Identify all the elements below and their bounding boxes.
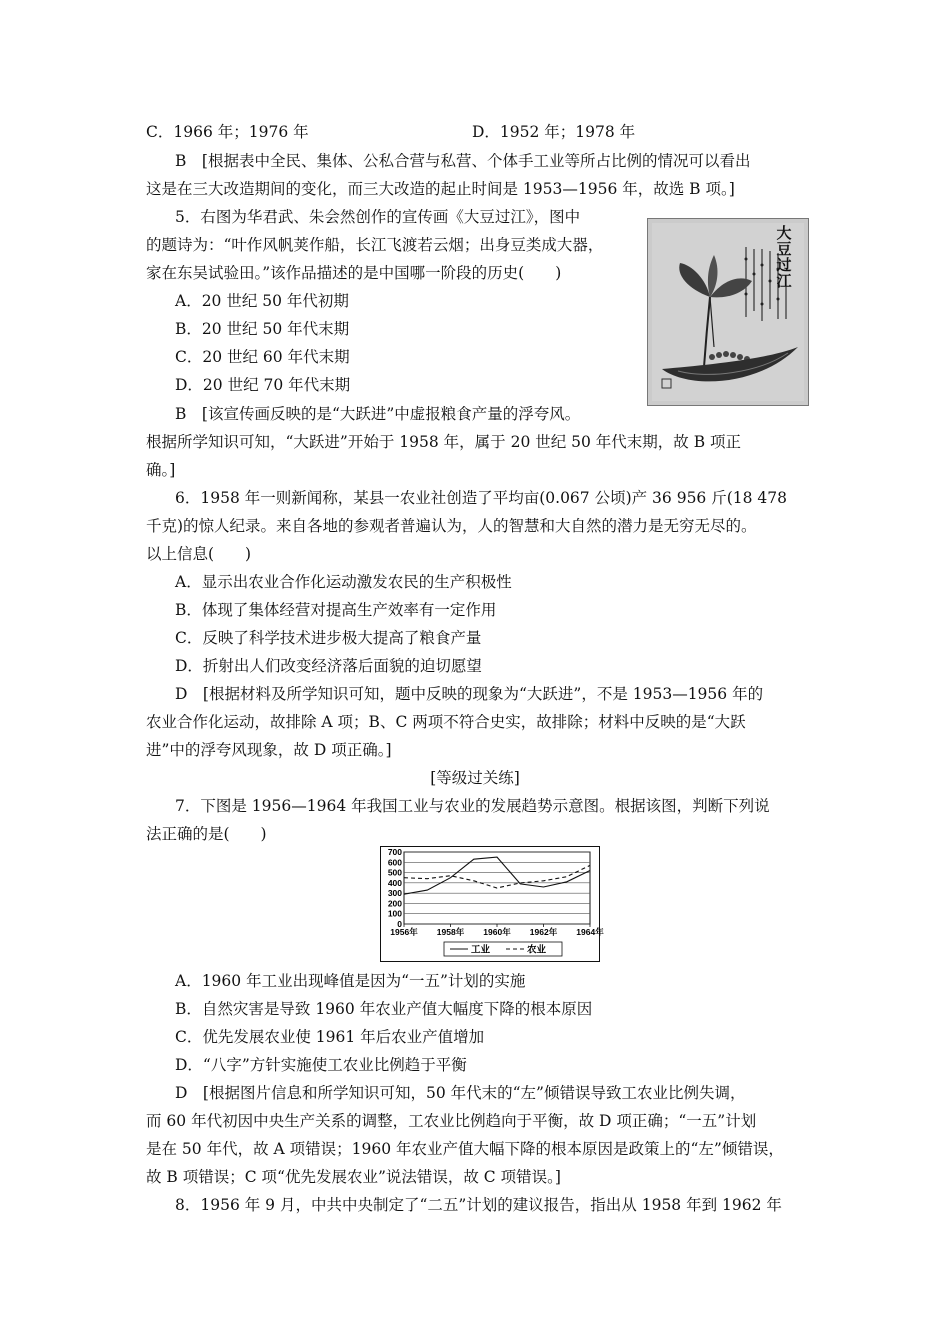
q7-option-d: D．“八字”方针实施使工农业比例趋于平衡 <box>175 1056 467 1074</box>
q4-answer-line-1: B [根据表中全民、集体、公私合营与私营、个体手工业等所占比例的情况可以看出 <box>175 152 751 170</box>
q5-stem-line-3: 家在东吴试验田。”该作品描述的是中国哪一阶段的历史( ) <box>146 264 562 282</box>
y-tick-label: 500 <box>387 867 402 878</box>
q7-stem-line-1: 7．下图是 1956—1964 年我国工业与农业的发展趋势示意图。根据该图，判断下列说 <box>175 797 770 815</box>
q5-stem-line-2: 的题诗为：“叶作风帆荚作船，长江飞渡若云烟；出身豆类成大器， <box>146 236 604 254</box>
y-tick-label: 200 <box>387 898 402 909</box>
x-tick-label: 1960年 <box>483 927 511 937</box>
propaganda-painting <box>647 218 809 406</box>
q6-answer-line-2: 农业合作化运动，故排除 A 项；B、C 两项不符合史实，故排除；材料中反映的是“大跃 <box>146 713 746 731</box>
q6-stem-line-2: 千克)的惊人纪录。来自各地的参观者普遍认为，人的智慧和大自然的潜力是无穷无尽的。 <box>146 517 757 535</box>
x-tick-label: 1962年 <box>529 927 558 937</box>
q5-option-a: A．20 世纪 50 年代初期 <box>175 292 349 310</box>
q6-option-a: A．显示出农业合作化运动激发农民的生产积极性 <box>175 573 512 591</box>
q6-option-c: C．反映了科学技术进步极大提高了粮食产量 <box>175 629 482 647</box>
painting-title: 大豆过江 <box>776 224 792 290</box>
y-tick-label: 300 <box>387 888 402 899</box>
q5-option-c: C．20 世纪 60 年代末期 <box>175 348 350 366</box>
q6-option-b: B．体现了集体经营对提高生产效率有一定作用 <box>175 601 497 619</box>
q6-answer-line-1: D [根据材料及所学知识可知，题中反映的现象为“大跃进”，不是 1953—1956 年的 <box>175 685 764 703</box>
y-tick-label: 100 <box>387 908 402 919</box>
q7-option-b: B．自然灾害是导致 1960 年农业产值大幅度下降的根本原因 <box>175 1000 593 1018</box>
y-tick-label: 600 <box>387 857 402 868</box>
q7-answer-line-3: 是在 50 年代，故 A 项错误；1960 年农业产值大幅下降的根本原因是政策上的“左”倾错误， <box>146 1140 784 1158</box>
section-heading: [等级过关练] <box>430 769 520 787</box>
q5-answer-line-1: B [该宣传画反映的是“大跃进”中虚报粮食产量的浮夸风。 <box>175 405 581 423</box>
q6-answer-line-3: 进”中的浮夸风现象，故 D 项正确。] <box>146 741 392 759</box>
y-tick-label: 700 <box>387 847 402 857</box>
q7-answer-line-2: 而 60 年代初因中央生产关系的调整，工农业比例趋向于平衡，故 D 项正确；“一五”计划 <box>146 1112 757 1130</box>
q5-answer-line-2: 根据所学知识可知，“大跃进”开始于 1958 年，属于 20 世纪 50 年代末期，故 B 项正 <box>146 433 742 451</box>
q4-option-d: D．1952 年；1978 年 <box>472 123 636 141</box>
x-tick-label: 1958年 <box>436 927 465 937</box>
q7-answer-line-1: D [根据图片信息和所学知识可知，50 年代末的“左”倾错误导致工农业比例失调， <box>175 1084 746 1102</box>
q4-option-c: C．1966 年；1976 年 D．1952 年；1978 年 <box>146 123 636 141</box>
legend-label: 农业 <box>527 944 547 956</box>
q4-answer-line-2: 这是在三大改造期间的变化，而三大改造的起止时间是 1953—1956 年，故选 B 项。] <box>146 180 735 198</box>
q6-option-d: D．折射出人们改变经济落后面貌的迫切愿望 <box>175 657 482 675</box>
q6-stem-line-3: 以上信息( ) <box>146 545 252 563</box>
q5-stem-line-1: 5．右图为华君武、朱会然创作的宣传画《大豆过江》，图中 <box>175 208 581 226</box>
q7-option-c: C．优先发展农业使 1961 年后农业产值增加 <box>175 1028 485 1046</box>
y-tick-label: 400 <box>387 877 402 888</box>
q7-answer-line-4: 故 B 项错误；C 项“优先发展农业”说法错误，故 C 项错误。] <box>146 1168 561 1186</box>
x-tick-label: 1956年 <box>390 927 418 937</box>
q5-option-d: D．20 世纪 70 年代末期 <box>175 376 351 394</box>
q8-stem-line-1: 8．1956 年 9 月，中共中央制定了“二五”计划的建议报告，指出从 1958 年到 1962 年 <box>175 1196 782 1214</box>
q5-answer-line-3: 确。] <box>146 461 176 479</box>
legend-label: 工业 <box>471 944 491 956</box>
q7-option-a: A．1960 年工业出现峰值是因为“一五”计划的实施 <box>175 972 526 990</box>
q7-stem-line-2: 法正确的是( ) <box>146 825 267 843</box>
industry-agriculture-trend-chart <box>380 846 604 962</box>
x-tick-label: 1964年 <box>576 927 604 937</box>
q5-option-b: B．20 世纪 50 年代末期 <box>175 320 350 338</box>
q6-stem-line-1: 6．1958 年一则新闻称，某县一农业社创造了平均亩(0.067 公顷)产 36 956 斤(18 478 <box>175 489 788 507</box>
y-tick-label: 0 <box>397 919 402 929</box>
